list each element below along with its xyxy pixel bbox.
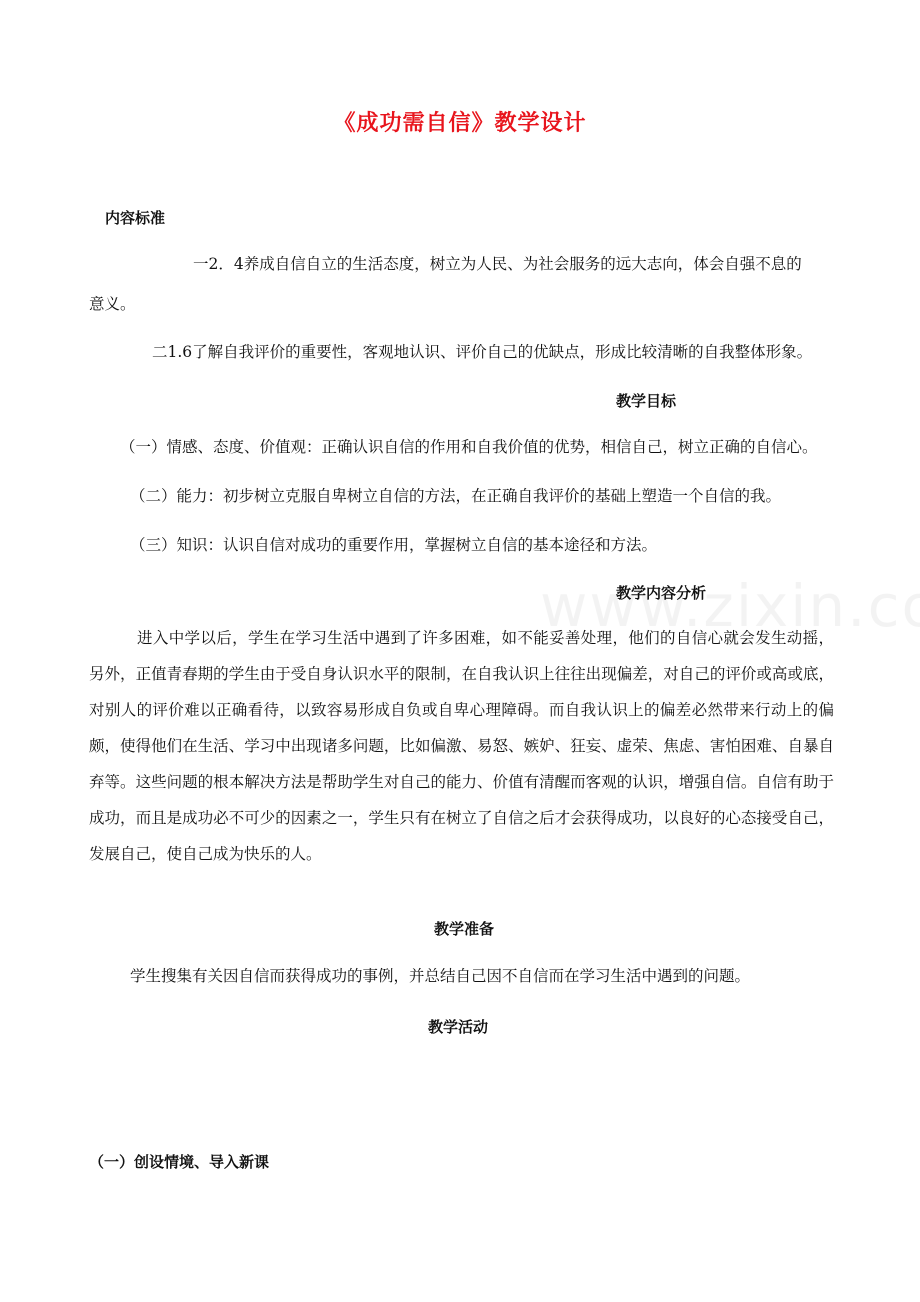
activity-section-1-heading: （一）创设情境、导入新课 bbox=[89, 1153, 270, 1171]
objective-item-1: （一）情感、态度、价值观：正确认识自信的作用和自我价值的优势，相信自己，树立正确的自信心。 bbox=[120, 438, 818, 456]
activities-heading: 教学活动 bbox=[428, 1018, 489, 1036]
document-title: 《成功需自信》教学设计 bbox=[333, 111, 587, 136]
preparation-heading: 教学准备 bbox=[434, 920, 495, 938]
objectives-heading: 教学目标 bbox=[616, 392, 677, 410]
standard-item-1-line-2: 意义。 bbox=[89, 295, 136, 313]
standard-item-2: 二1.6了解自我评价的重要性，客观地认识、评价自己的优缺点，形成比较清晰的自我整体形象。 bbox=[152, 343, 813, 361]
analysis-heading: 教学内容分析 bbox=[616, 584, 707, 602]
analysis-paragraph: 进入中学以后，学生在学习生活中遇到了许多困难，如不能妥善处理，他们的自信心就会发生动摇，另外，正值青春期的学生由于受自身认识水平的限制，在自我认识上往往出现偏差，对自己的评价或高或底，对别人的评价难以正确看待，以致容易形成自负或自卑心理障碍。而自我认识上的偏差必然带来行动上的偏颇，使得他们在生活、学习中出现诸多问题，比如偏激、易怒、嫉妒、狂妄、虚荣、焦虑、害怕困难、自暴自弃等。这些问题的根本解决方法是帮助学生对自己的能力、价值有清醒而客观的认识，增强自信。自信有助于成功，而且是成功必不可少的因素之一，学生只有在树立了自信之后才会获得成功，以良好的心态接受自己，发展自己，使自己成为快乐的人。 bbox=[89, 629, 834, 863]
content-standard-heading: 内容标准 bbox=[105, 209, 166, 227]
preparation-text: 学生搜集有关因自信而获得成功的事例，并总结自己因不自信而在学习生活中遇到的问题。 bbox=[130, 967, 751, 985]
standard-item-1-line-1: 一2．4养成自信自立的生活态度，树立为人民、为社会服务的远大志向，体会自强不息的 bbox=[193, 255, 802, 273]
objective-item-2: （二）能力：初步树立克服自卑树立自信的方法，在正确自我评价的基础上塑造一个自信的我。 bbox=[130, 487, 782, 505]
objective-item-3: （三）知识：认识自信对成功的重要作用，掌握树立自信的基本途径和方法。 bbox=[130, 536, 658, 554]
